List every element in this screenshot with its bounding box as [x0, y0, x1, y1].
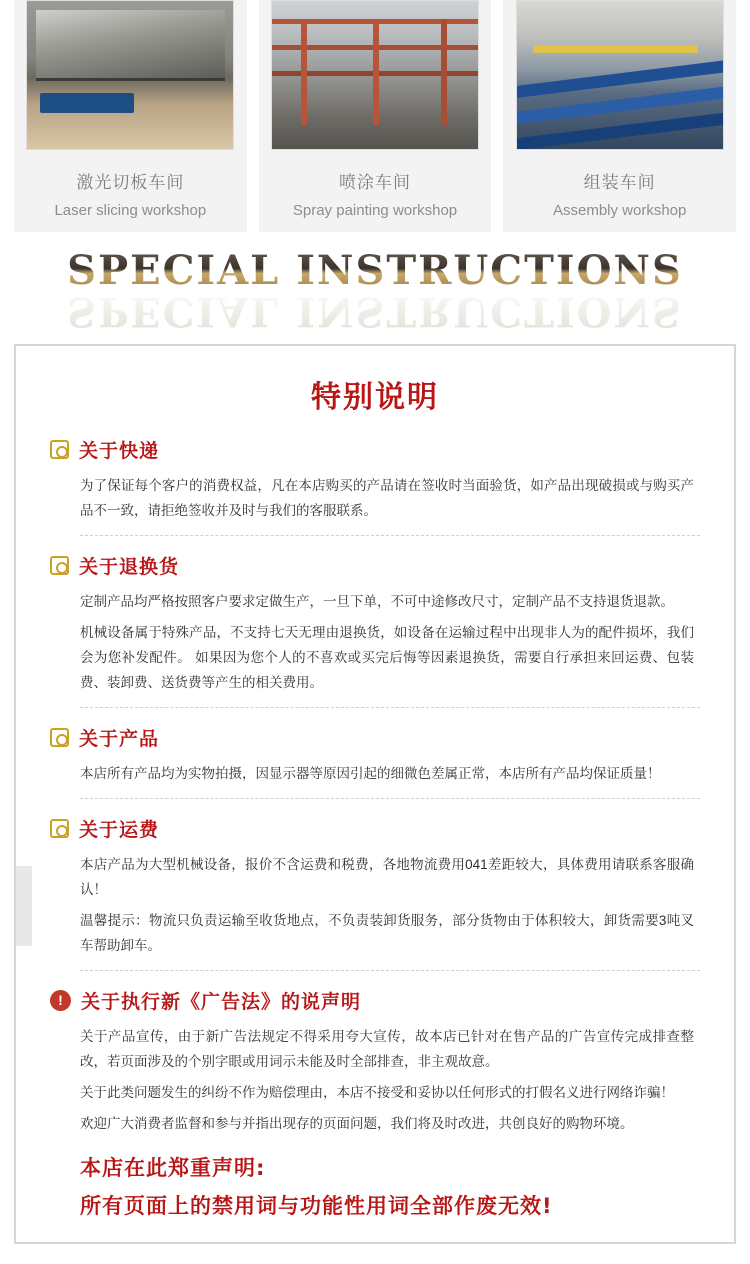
- section-title: 关于产品: [79, 728, 160, 750]
- section-paragraph: 机械设备属于特殊产品，不支持七天无理由退换货，如设备在运输过程中出现非人为的配件损坏，我们会为您补发配件。 如果因为您个人的不喜欢或买完后悔等因素退换货，需要自行承担来回运费、包装费、装卸费、送货费等产生的相关费用。: [80, 625, 694, 690]
- section-body: [50, 473, 700, 523]
- section-header: [50, 552, 700, 579]
- spray-painting-photo: [271, 0, 479, 150]
- gallery-label-cn: 喷涂车间: [339, 173, 411, 192]
- gear-icon: [50, 556, 69, 575]
- gallery-label-cn: 组装车间: [583, 173, 656, 192]
- panel-edge-strip: [16, 866, 32, 946]
- gallery-label-en: Laser slicing workshop: [54, 202, 207, 219]
- section-header: [50, 815, 700, 842]
- section-title: 关于执行新《广告法》的说声明: [81, 991, 362, 1013]
- section-paragraph: 温馨提示：物流只负责运输至收货地点，不负责装卸货服务，部分货物由于体积较大，卸货需要3吨叉车帮助卸车。: [80, 913, 694, 953]
- section-title: 关于退换货: [79, 556, 180, 578]
- gallery-label-en: Spray painting workshop: [292, 202, 458, 219]
- section-header: [50, 987, 700, 1014]
- special-instructions-panel: [14, 344, 736, 1244]
- laser-cutting-photo: [26, 0, 234, 150]
- section-product: [16, 724, 734, 786]
- section-paragraph: 关于此类问题发生的纠纷不作为赔偿理由，本店不接受和妥协以任何形式的打假名义进行网络诈骗！: [80, 1085, 674, 1100]
- section-paragraph: 关于产品宣传，由于新广告法规定不得采用夸大宣传，故本店已针对在售产品的广告宣传完成排查整改，若页面涉及的个别字眼或用词示未能及时全部排查，非主观故意。: [80, 1029, 694, 1069]
- section-returns: [16, 552, 734, 695]
- closing-statement: [16, 1142, 734, 1220]
- special-instructions-banner: [0, 246, 750, 338]
- gallery-card-laser: [14, 0, 247, 232]
- workshop-gallery: [0, 0, 750, 232]
- panel-title: 特别说明: [311, 380, 439, 415]
- alert-icon: !: [50, 990, 71, 1011]
- gear-icon: [50, 819, 69, 838]
- section-body: [50, 1024, 700, 1136]
- section-freight: [16, 815, 734, 958]
- gear-icon: [50, 728, 69, 747]
- section-divider: [80, 798, 700, 799]
- gear-icon: [50, 440, 69, 459]
- section-paragraph: 本店所有产品均为实物拍摄，因显示器等原因引起的细微色差属正常，本店所有产品均保证质量！: [80, 766, 661, 781]
- section-paragraph: 定制产品均严格按照客户要求定做生产，一旦下单，不可中途修改尺寸，定制产品不支持退货退款。: [80, 594, 674, 609]
- section-divider: [80, 707, 700, 708]
- section-header: [50, 724, 700, 751]
- section-header: [50, 436, 700, 463]
- section-divider: [80, 970, 700, 971]
- section-body: [50, 589, 700, 695]
- closing-line: 所有页面上的禁用词与功能性用词全部作废无效!: [80, 1194, 553, 1218]
- section-divider: [80, 535, 700, 536]
- assembly-photo: [516, 0, 724, 150]
- gallery-card-assembly: [503, 0, 736, 232]
- gallery-label-en: Assembly workshop: [552, 202, 687, 219]
- section-paragraph: 欢迎广大消费者监督和参与并指出现存的页面问题，我们将及时改进，共创良好的购物环境。: [80, 1116, 634, 1131]
- banner-title: SPECIAL INSTRUCTIONS: [67, 247, 683, 294]
- section-body: [50, 852, 700, 958]
- section-express: [16, 436, 734, 523]
- section-paragraph: 为了保证每个客户的消费权益，凡在本店购买的产品请在签收时当面验货，如产品出现破损或与购买产品不一致，请拒绝签收并及时与我们的客服联系。: [80, 478, 694, 518]
- section-advertising-law: [16, 987, 734, 1136]
- gallery-card-spray: [259, 0, 492, 232]
- page-bottom-bar: [0, 1250, 750, 1264]
- section-title: 关于快递: [79, 440, 160, 462]
- section-body: [50, 761, 700, 786]
- closing-line: 本店在此郑重声明:: [80, 1156, 266, 1180]
- section-title: 关于运费: [79, 819, 160, 841]
- gallery-label-cn: 激光切板车间: [76, 173, 185, 192]
- banner-title-reflection: SPECIAL INSTRUCTIONS: [67, 288, 683, 335]
- section-paragraph: 本店产品为大型机械设备，报价不含运费和税费，各地物流费用041差距较大，具体费用请联系客服确认！: [80, 857, 694, 897]
